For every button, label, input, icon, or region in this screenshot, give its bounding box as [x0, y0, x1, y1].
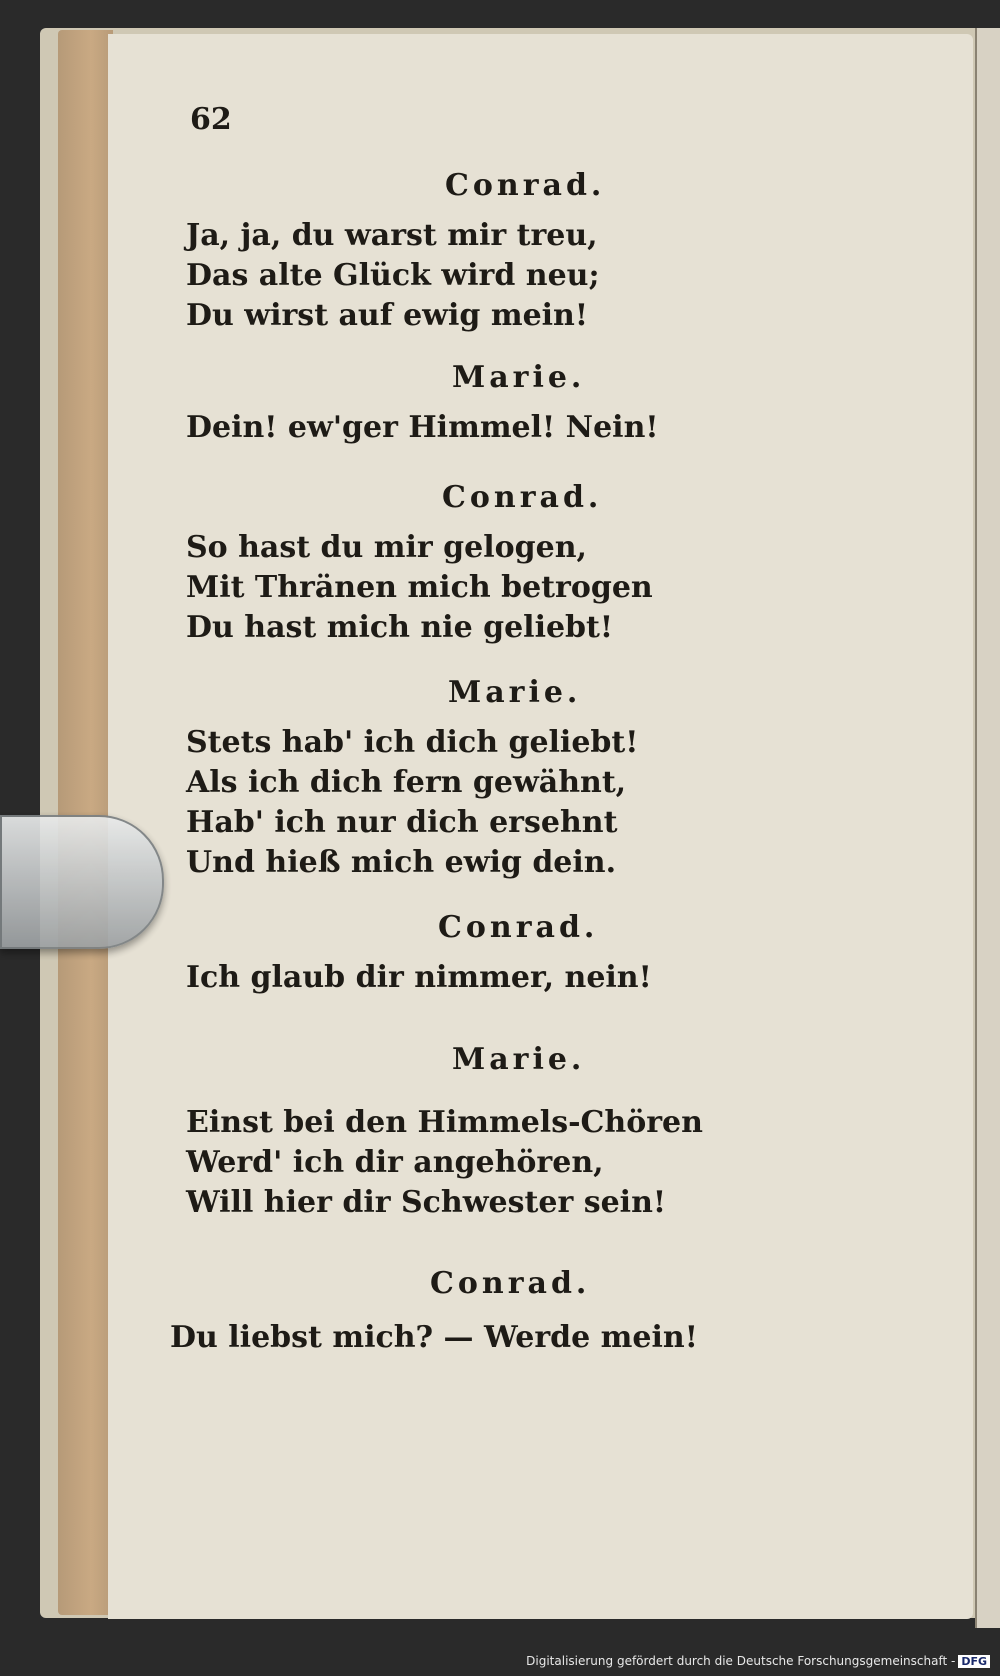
speaker-heading: Marie. [452, 360, 586, 395]
speaker-heading: Conrad. [438, 910, 599, 945]
verse-line: Stets hab' ich dich geliebt! [186, 725, 639, 760]
dfg-logo: DFG [958, 1655, 990, 1668]
verse-line: Und hieß mich ewig dein. [186, 845, 617, 880]
verse-line: Das alte Glück wird neu; [186, 258, 600, 293]
verse-line: Als ich dich fern gewähnt, [186, 765, 627, 800]
verse-line: Will hier dir Schwester sein! [186, 1185, 667, 1220]
verse-line: Ich glaub dir nimmer, nein! [186, 960, 652, 995]
credit-text: Digitalisierung gefördert durch die Deutsche Forschungsgemeinschaft - [526, 1654, 956, 1668]
digitization-credit [526, 1654, 990, 1668]
page-number: 62 [190, 102, 232, 137]
verse-line: So hast du mir gelogen, [186, 530, 587, 565]
next-page-edge [975, 28, 1000, 1628]
verse-line: Du liebst mich? — Werde mein! [170, 1320, 698, 1355]
speaker-heading: Conrad. [430, 1266, 591, 1301]
verse-line: Ja, ja, du warst mir treu, [186, 218, 598, 253]
speaker-heading: Conrad. [442, 480, 603, 515]
speaker-heading: Marie. [452, 1042, 586, 1077]
speaker-heading: Conrad. [445, 168, 606, 203]
verse-line: Dein! ew'ger Himmel! Nein! [186, 410, 659, 445]
verse-line: Einst bei den Himmels-Chören [186, 1105, 703, 1140]
verse-line: Werd' ich dir angehören, [186, 1145, 604, 1180]
page-clamp [0, 815, 164, 949]
speaker-heading: Marie. [448, 675, 582, 710]
verse-line: Du hast mich nie geliebt! [186, 610, 614, 645]
verse-line: Du wirst auf ewig mein! [186, 298, 589, 333]
verse-line: Mit Thränen mich betrogen [186, 570, 653, 605]
verse-line: Hab' ich nur dich ersehnt [186, 805, 618, 840]
